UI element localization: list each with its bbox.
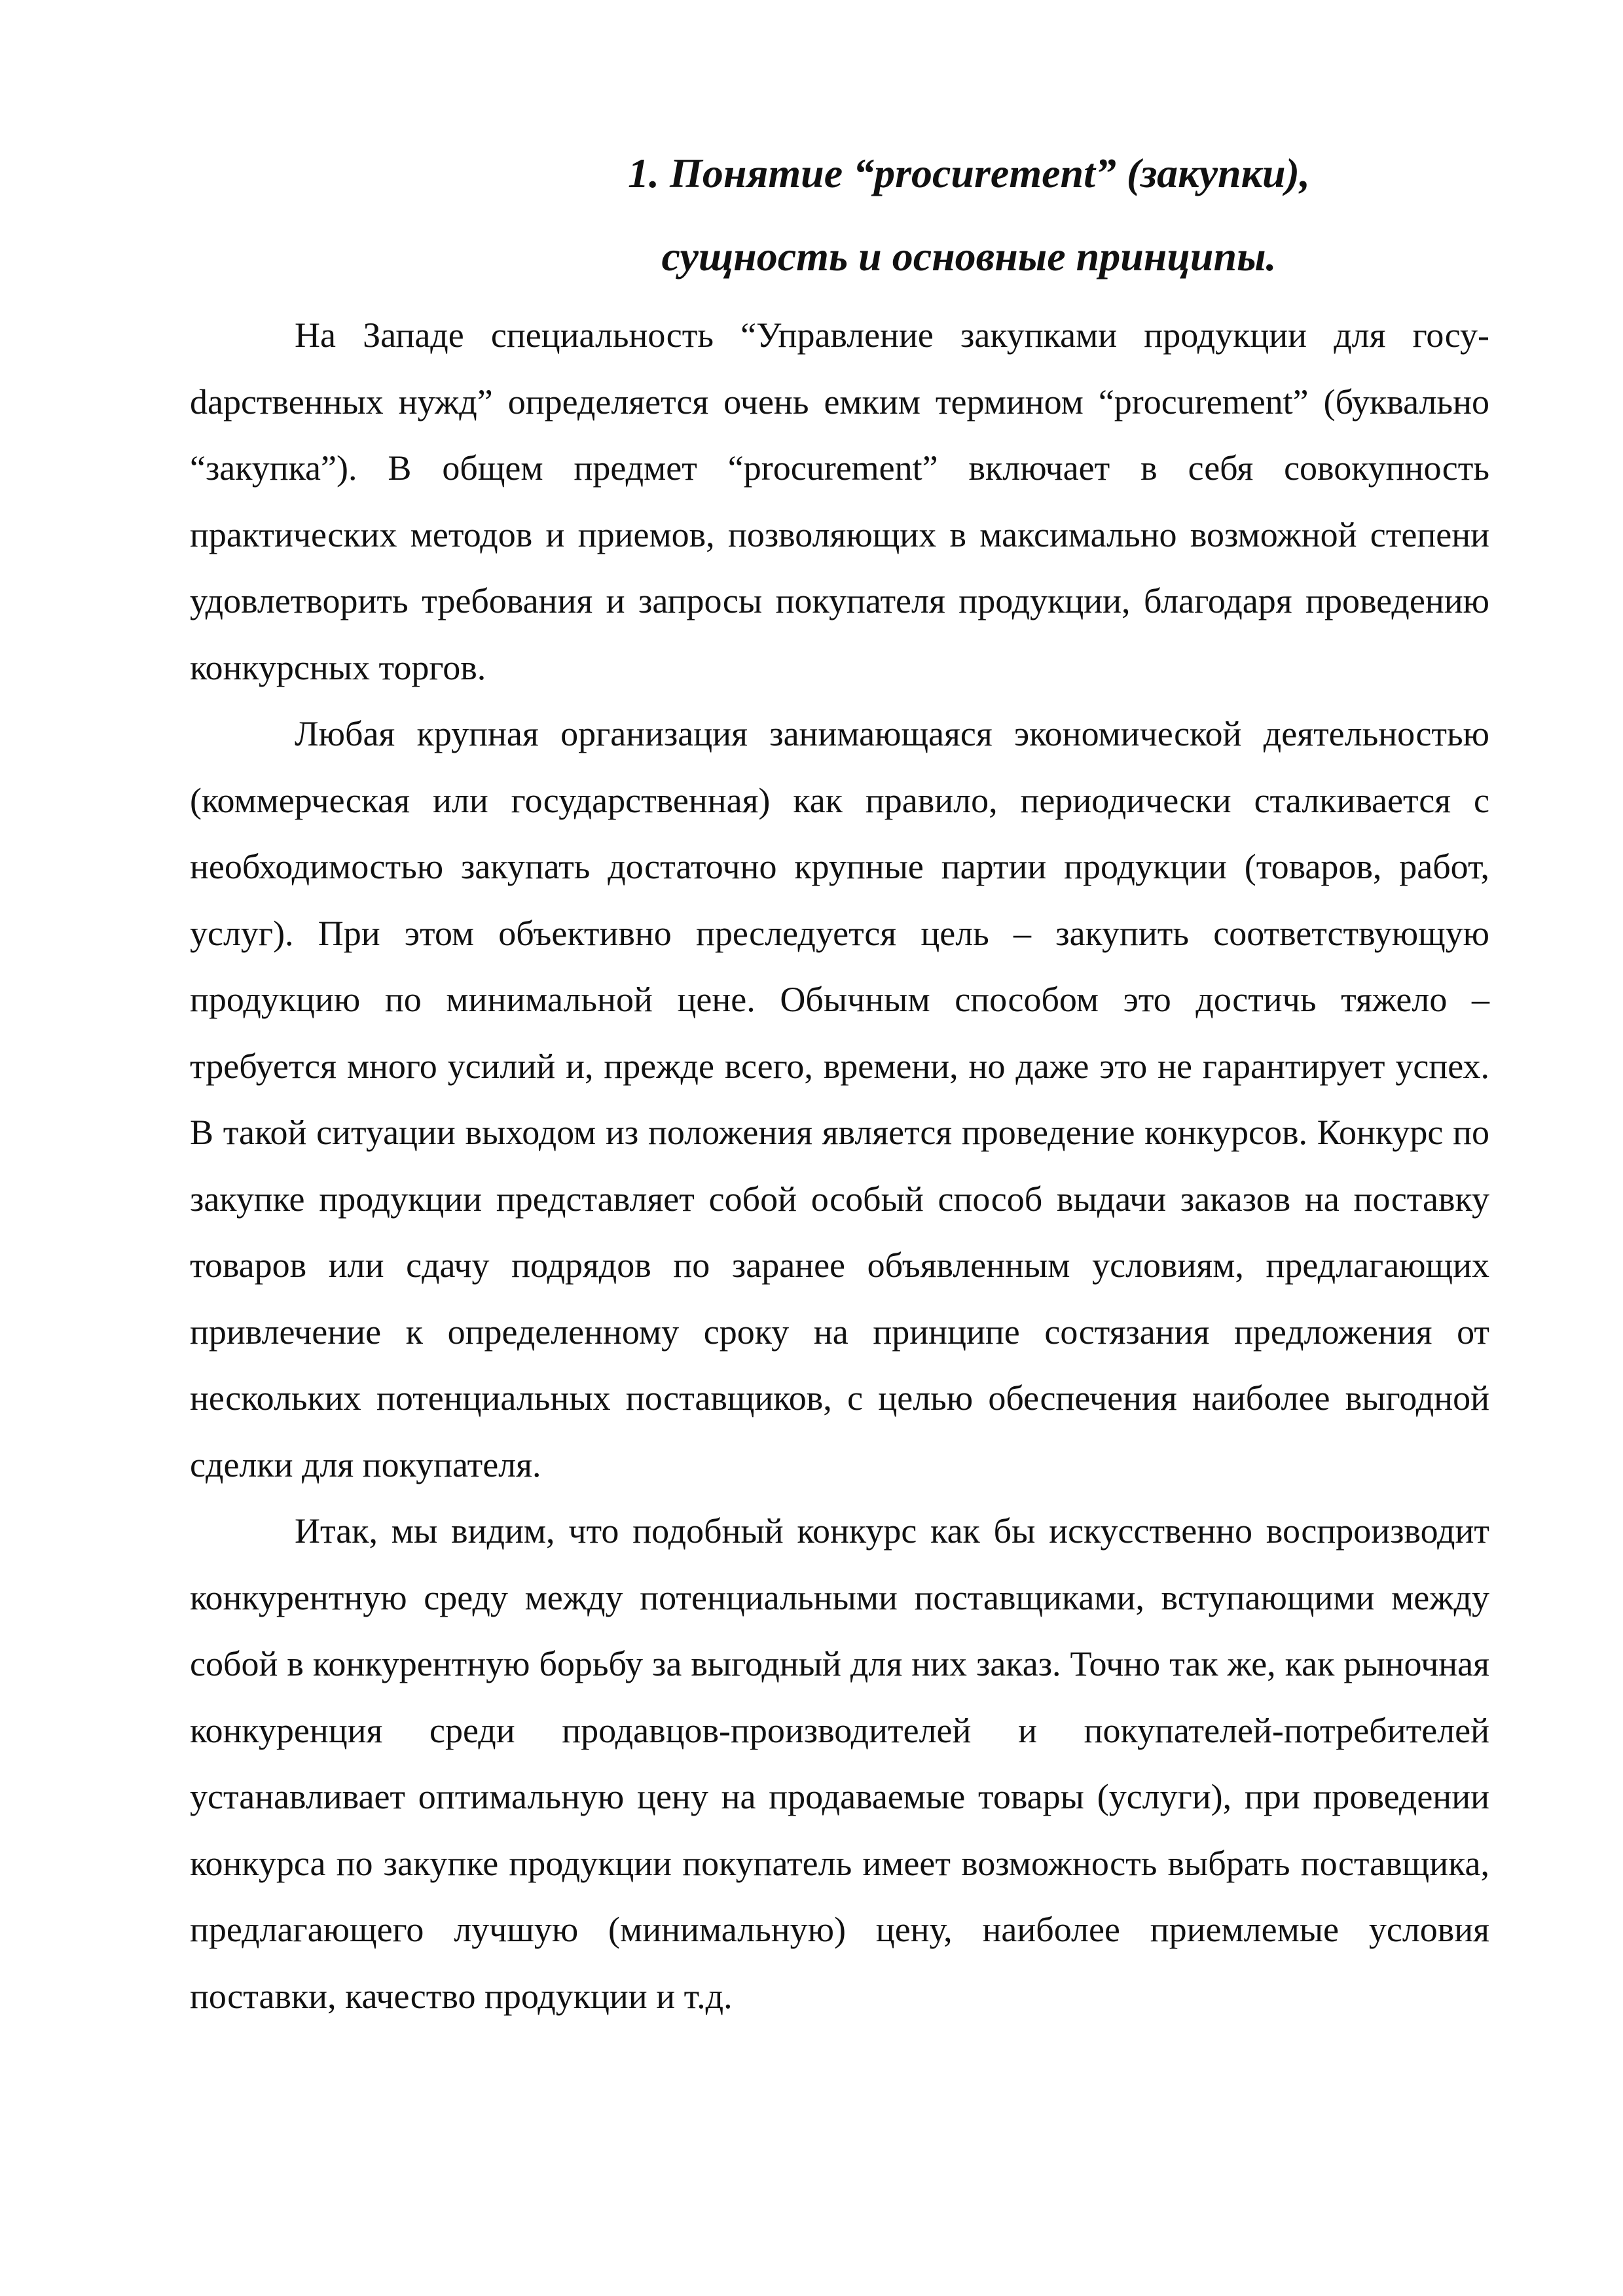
body-text <box>190 302 1489 2030</box>
section-title-line-1: 1. Понятие “procurement” (закупки), <box>628 150 1310 196</box>
paragraph-2: Любая крупная организация занимающаяся экономической деятельностью (коммерческая или государственная) как правило, периодически сталкивается с необходимостью закупать достаточно крупные партии продукции (товаров, работ, услуг). При этом объективно преследуется цель – закупить соответствующую продукцию по минимальной цене. Обычным способом это достичь тяжело – требуется много усилий и, прежде всего, времени, но даже это не гарантирует успех. В такой ситуации выходом из положения является проведение конкурсов. Конкурс по закупке продукции представляет собой особый способ выдачи заказов на поставку товаров или сдачу подрядов по заранее объявленным условиям, предлагающих привлечение к определенному сроку на принципе состязания предложения от нескольких потенциальных поставщиков, с целью обеспечения наиболее выгодной сделки для покупателя. <box>190 714 1489 1484</box>
paragraph-3: Итак, мы видим, что подобный конкурс как бы искусственно воспроизводит конкурентную среду между потенциальными поставщиками, вступающими между собой в конкурентную борьбу за выгодный для них заказ. Точно так же, как рыночная конкуренция среди продавцов-производителей и покупателей-потребителей устанавливает оптимальную цену на продаваемые товары (услуги), при проведении конкурса по закупке продукции покупатель имеет возможность выбрать поставщика, предлагающего лучшую (минимальную) цену, наиболее приемлемые условия поставки, качество продукции и т.д. <box>190 1511 1489 2016</box>
section-title-line-2: сущность и основные принципы. <box>661 233 1277 279</box>
paragraph-1: На Западе специальность “Управление закупками продукции для госуdарственных нужд” определяется очень емким термином “procurement” (буквально “закупка”). В общем предмет “procurement” включает в себя совокупность практических методов и приемов, позволяющих в максимально возможной степени удовлетворить требования и запросы покупателя продукции, благодаря проведению конкурсных торгов. <box>190 315 1489 687</box>
